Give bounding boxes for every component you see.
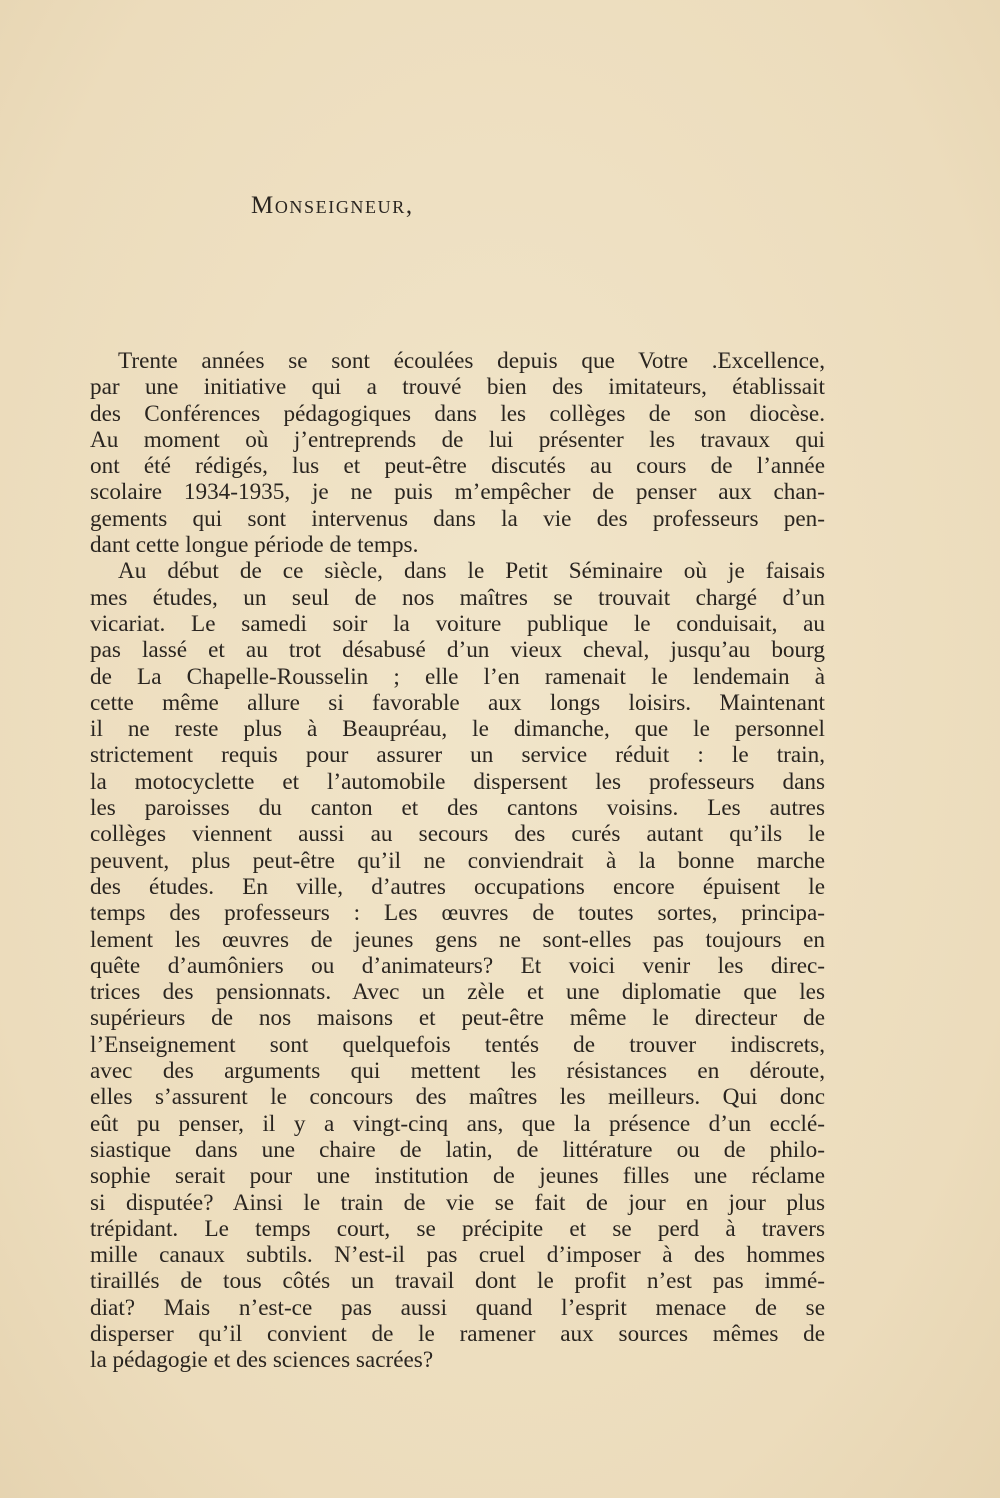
text-line: siastique dans une chaire de latin, de littérature ou de philo- (90, 1136, 825, 1163)
text-line: mes études, un seul de nos maîtres se trouvait chargé d’un (90, 584, 825, 611)
text-line: quête d’aumôniers ou d’animateurs? Et voici venir les direc- (90, 952, 825, 979)
text-line: cette même allure si favorable aux longs loisirs. Maintenant (90, 689, 825, 716)
text-line: de La Chapelle-Rousselin ; elle l’en ramenait le lendemain à (90, 663, 825, 690)
text-line: sophie serait pour une institution de jeunes filles une réclame (90, 1163, 825, 1190)
paragraph (90, 348, 825, 558)
text-line: temps des professeurs : Les œuvres de toutes sortes, principa- (90, 900, 825, 927)
text-line: disperser qu’il convient de le ramener aux sources mêmes de (90, 1320, 825, 1347)
text-line: il ne reste plus à Beaupréau, le dimanche, que le personnel (90, 716, 825, 743)
text-line: avec des arguments qui mettent les résistances en déroute, (90, 1058, 825, 1085)
text-line: diat? Mais n’est-ce pas aussi quand l’esprit menace de se (90, 1294, 825, 1321)
text-line: gements qui sont intervenus dans la vie des professeurs pen- (90, 505, 825, 532)
text-line: tiraillés de tous côtés un travail dont le profit n’est pas immé- (90, 1268, 825, 1295)
text-line: collèges viennent aussi au secours des curés autant qu’ils le (90, 821, 825, 848)
text-line: des Conférences pédagogiques dans les collèges de son diocèse. (90, 400, 825, 427)
text-line: trices des pensionnats. Avec un zèle et une diplomatie que les (90, 979, 825, 1006)
text-line: par une initiative qui a trouvé bien des imitateurs, établissait (90, 374, 825, 401)
text-line: elles s’assurent le concours des maîtres les meilleurs. Qui donc (90, 1084, 825, 1111)
text-line: la motocyclette et l’automobile dispersent les professeurs dans (90, 768, 825, 795)
text-line: mille canaux subtils. N’est-il pas cruel d’imposer à des hommes (90, 1242, 825, 1269)
salutation: Monseigneur, (251, 192, 414, 219)
text-line: les paroisses du canton et des cantons voisins. Les autres (90, 795, 825, 822)
text-line: si disputée? Ainsi le train de vie se fait de jour en jour plus (90, 1189, 825, 1216)
text-line: Trente années se sont écoulées depuis que Votre .Excellence, (118, 348, 825, 374)
body-text (90, 348, 825, 1374)
text-line: peuvent, plus peut-être qu’il ne conviendrait à la bonne marche (90, 847, 825, 874)
text-line: des études. En ville, d’autres occupations encore épuisent le (90, 873, 825, 900)
text-line: ont été rédigés, lus et peut-être discutés au cours de l’année (90, 453, 825, 480)
text-line: vicariat. Le samedi soir la voiture publique le conduisait, au (90, 610, 825, 637)
text-line: strictement requis pour assurer un service réduit : le train, (90, 742, 825, 769)
text-line: Au moment où j’entreprends de lui présenter les travaux qui (90, 426, 825, 453)
text-line: dant cette longue période de temps. (90, 532, 419, 559)
text-line: scolaire 1934-1935, je ne puis m’empêcher de penser aux chan- (90, 479, 825, 506)
text-line: l’Enseignement sont quelquefois tentés de trouver indiscrets, (90, 1031, 825, 1058)
text-line: Au début de ce siècle, dans le Petit Séminaire où je faisais (118, 558, 825, 585)
text-line: la pédagogie et des sciences sacrées? (90, 1347, 434, 1374)
text-line: eût pu penser, il y a vingt-cinq ans, que la présence d’un ecclé- (90, 1110, 825, 1137)
text-line: trépidant. Le temps court, se précipite et se perd à travers (90, 1215, 825, 1242)
text-line: pas lassé et au trot désabusé d’un vieux cheval, jusqu’au bourg (90, 637, 825, 664)
text-line: lement les œuvres de jeunes gens ne sont-elles pas toujours en (90, 926, 825, 953)
paragraph (90, 558, 825, 1373)
text-line: supérieurs de nos maisons et peut-être même le directeur de (90, 1005, 825, 1032)
